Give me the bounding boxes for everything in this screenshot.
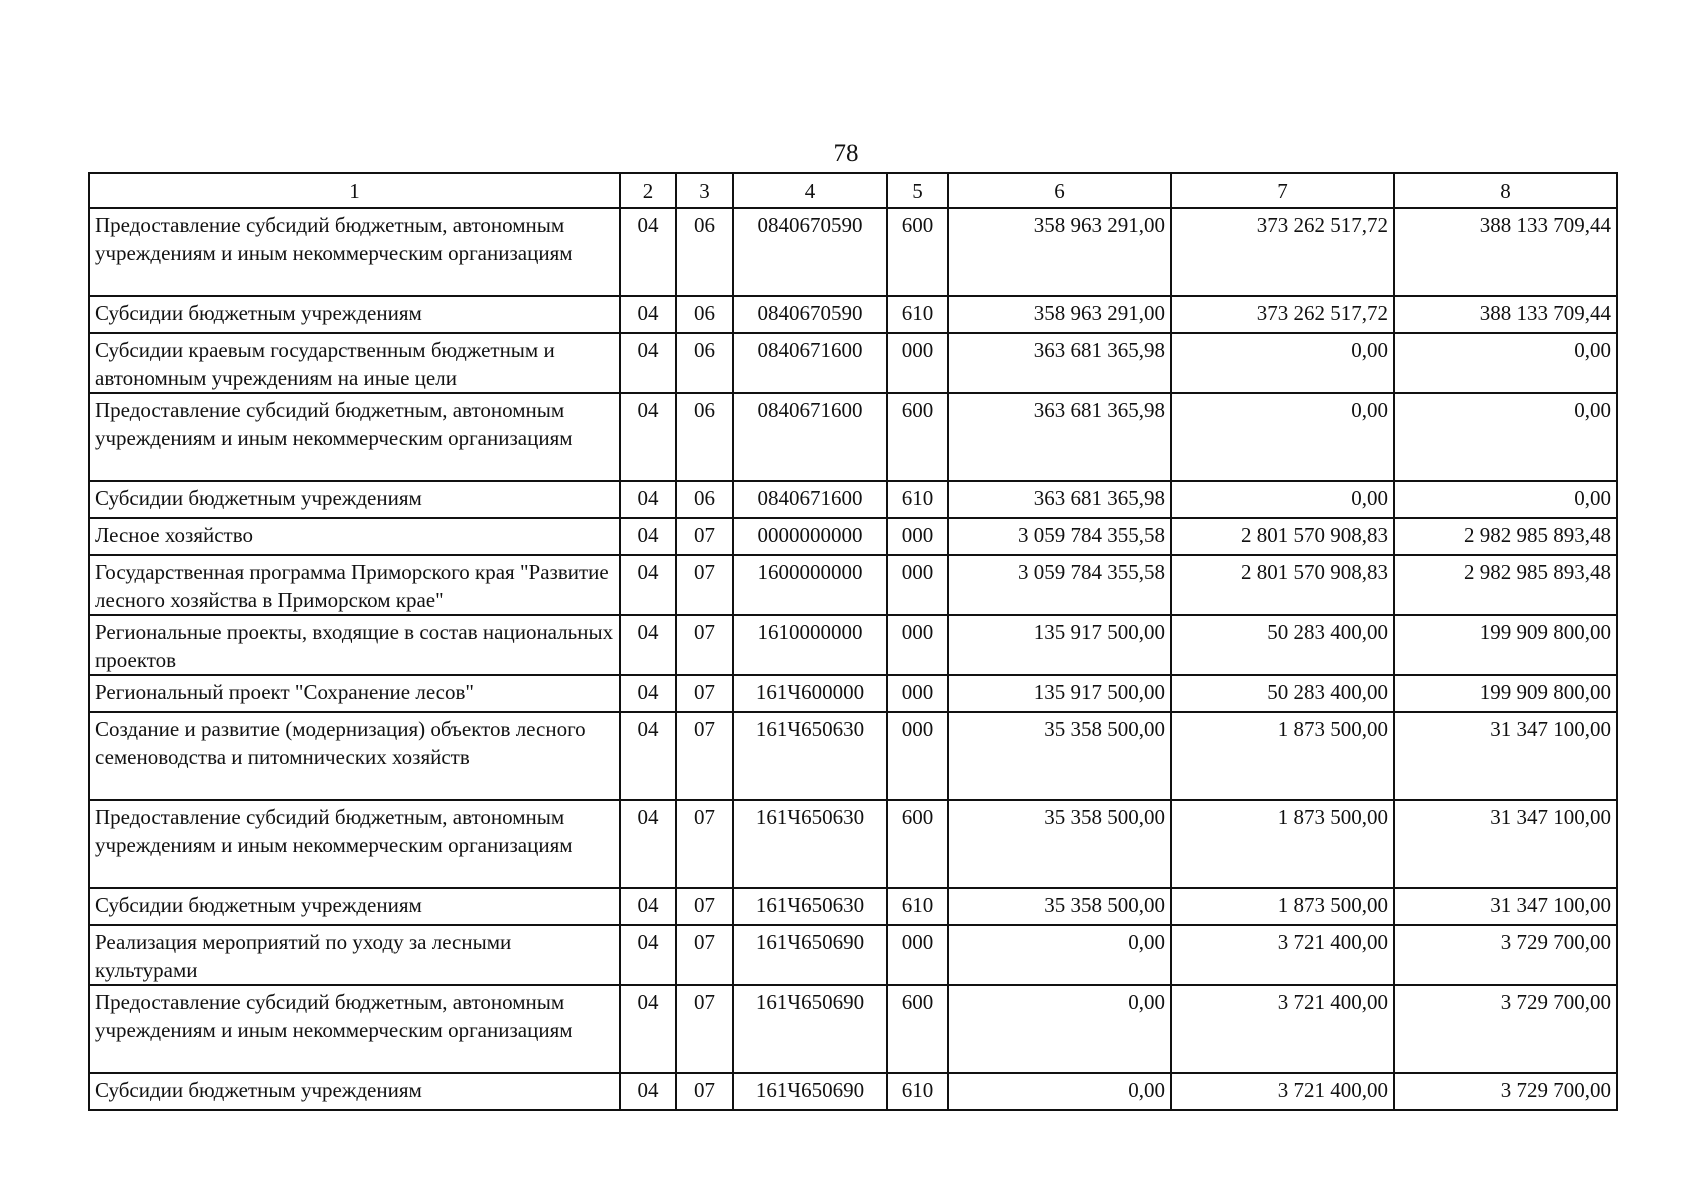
row-expense-type: 600 bbox=[887, 800, 948, 888]
row-target-code: 161Ч600000 bbox=[733, 675, 887, 712]
row-expense-type: 610 bbox=[887, 481, 948, 518]
row-amount-7: 3 721 400,00 bbox=[1171, 1073, 1394, 1110]
row-expense-type: 610 bbox=[887, 296, 948, 333]
row-amount-8: 199 909 800,00 bbox=[1394, 615, 1617, 675]
row-amount-6: 35 358 500,00 bbox=[948, 888, 1171, 925]
row-section: 04 bbox=[620, 925, 676, 985]
row-expense-type: 000 bbox=[887, 925, 948, 985]
row-section: 04 bbox=[620, 675, 676, 712]
row-amount-8: 2 982 985 893,48 bbox=[1394, 555, 1617, 615]
row-expense-type: 000 bbox=[887, 333, 948, 393]
row-section: 04 bbox=[620, 393, 676, 481]
row-amount-7: 2 801 570 908,83 bbox=[1171, 518, 1394, 555]
row-amount-6: 0,00 bbox=[948, 985, 1171, 1073]
row-name: Региональные проекты, входящие в состав национальных проектов bbox=[89, 615, 620, 675]
row-amount-7: 0,00 bbox=[1171, 393, 1394, 481]
row-name: Субсидии бюджетным учреждениям bbox=[89, 1073, 620, 1110]
row-name: Создание и развитие (модернизация) объектов лесного семеноводства и питомнических хозяйств bbox=[89, 712, 620, 800]
row-amount-7: 0,00 bbox=[1171, 481, 1394, 518]
row-amount-6: 363 681 365,98 bbox=[948, 333, 1171, 393]
row-amount-7: 3 721 400,00 bbox=[1171, 985, 1394, 1073]
row-section: 04 bbox=[620, 208, 676, 296]
row-name: Государственная программа Приморского края "Развитие лесного хозяйства в Приморском крае" bbox=[89, 555, 620, 615]
row-name: Региональный проект "Сохранение лесов" bbox=[89, 675, 620, 712]
row-subsection: 07 bbox=[676, 615, 733, 675]
row-expense-type: 000 bbox=[887, 712, 948, 800]
row-amount-8: 0,00 bbox=[1394, 333, 1617, 393]
table-row bbox=[89, 555, 1617, 615]
row-amount-7: 1 873 500,00 bbox=[1171, 800, 1394, 888]
row-section: 04 bbox=[620, 888, 676, 925]
row-amount-6: 135 917 500,00 bbox=[948, 675, 1171, 712]
row-name: Предоставление субсидий бюджетным, автономным учреждениям и иным некоммерческим организациям bbox=[89, 208, 620, 296]
row-amount-8: 199 909 800,00 bbox=[1394, 675, 1617, 712]
row-name: Предоставление субсидий бюджетным, автономным учреждениям и иным некоммерческим организациям bbox=[89, 985, 620, 1073]
table-row bbox=[89, 985, 1617, 1073]
row-subsection: 06 bbox=[676, 481, 733, 518]
row-expense-type: 600 bbox=[887, 985, 948, 1073]
row-amount-8: 3 729 700,00 bbox=[1394, 1073, 1617, 1110]
row-target-code: 161Ч650630 bbox=[733, 800, 887, 888]
row-amount-8: 2 982 985 893,48 bbox=[1394, 518, 1617, 555]
row-target-code: 0840671600 bbox=[733, 481, 887, 518]
row-amount-6: 358 963 291,00 bbox=[948, 208, 1171, 296]
row-amount-6: 363 681 365,98 bbox=[948, 393, 1171, 481]
table-row bbox=[89, 296, 1617, 333]
row-amount-8: 3 729 700,00 bbox=[1394, 985, 1617, 1073]
row-amount-7: 50 283 400,00 bbox=[1171, 615, 1394, 675]
row-amount-6: 35 358 500,00 bbox=[948, 800, 1171, 888]
row-expense-type: 600 bbox=[887, 208, 948, 296]
row-target-code: 161Ч650630 bbox=[733, 712, 887, 800]
row-section: 04 bbox=[620, 985, 676, 1073]
row-name: Предоставление субсидий бюджетным, автономным учреждениям и иным некоммерческим организациям bbox=[89, 393, 620, 481]
row-name: Субсидии краевым государственным бюджетным и автономным учреждениям на иные цели bbox=[89, 333, 620, 393]
row-amount-7: 0,00 bbox=[1171, 333, 1394, 393]
row-subsection: 06 bbox=[676, 393, 733, 481]
table-row bbox=[89, 712, 1617, 800]
row-section: 04 bbox=[620, 555, 676, 615]
row-section: 04 bbox=[620, 1073, 676, 1110]
row-amount-6: 363 681 365,98 bbox=[948, 481, 1171, 518]
row-amount-6: 3 059 784 355,58 bbox=[948, 555, 1171, 615]
row-amount-7: 1 873 500,00 bbox=[1171, 888, 1394, 925]
table-row bbox=[89, 1073, 1617, 1110]
row-amount-8: 388 133 709,44 bbox=[1394, 208, 1617, 296]
row-subsection: 07 bbox=[676, 925, 733, 985]
row-target-code: 161Ч650690 bbox=[733, 1073, 887, 1110]
row-amount-8: 0,00 bbox=[1394, 481, 1617, 518]
column-header-7: 7 bbox=[1171, 173, 1394, 208]
row-amount-6: 135 917 500,00 bbox=[948, 615, 1171, 675]
row-subsection: 07 bbox=[676, 712, 733, 800]
row-target-code: 0840671600 bbox=[733, 333, 887, 393]
row-name: Реализация мероприятий по уходу за лесными культурами bbox=[89, 925, 620, 985]
row-name: Субсидии бюджетным учреждениям bbox=[89, 296, 620, 333]
row-subsection: 07 bbox=[676, 555, 733, 615]
table-row bbox=[89, 481, 1617, 518]
row-expense-type: 000 bbox=[887, 518, 948, 555]
row-subsection: 07 bbox=[676, 675, 733, 712]
row-expense-type: 000 bbox=[887, 615, 948, 675]
column-header-8: 8 bbox=[1394, 173, 1617, 208]
row-subsection: 07 bbox=[676, 985, 733, 1073]
table-row bbox=[89, 333, 1617, 393]
table-row bbox=[89, 925, 1617, 985]
row-amount-6: 358 963 291,00 bbox=[948, 296, 1171, 333]
row-amount-7: 50 283 400,00 bbox=[1171, 675, 1394, 712]
row-amount-7: 373 262 517,72 bbox=[1171, 208, 1394, 296]
table-row bbox=[89, 800, 1617, 888]
table-row bbox=[89, 393, 1617, 481]
row-amount-8: 3 729 700,00 bbox=[1394, 925, 1617, 985]
row-target-code: 0840670590 bbox=[733, 296, 887, 333]
row-section: 04 bbox=[620, 615, 676, 675]
row-amount-7: 2 801 570 908,83 bbox=[1171, 555, 1394, 615]
column-header-1: 1 bbox=[89, 173, 620, 208]
row-amount-6: 0,00 bbox=[948, 925, 1171, 985]
row-amount-8: 31 347 100,00 bbox=[1394, 712, 1617, 800]
row-subsection: 07 bbox=[676, 1073, 733, 1110]
row-amount-7: 373 262 517,72 bbox=[1171, 296, 1394, 333]
row-section: 04 bbox=[620, 712, 676, 800]
row-subsection: 07 bbox=[676, 800, 733, 888]
row-target-code: 161Ч650630 bbox=[733, 888, 887, 925]
table-row bbox=[89, 518, 1617, 555]
row-amount-6: 0,00 bbox=[948, 1073, 1171, 1110]
table-row bbox=[89, 675, 1617, 712]
column-header-6: 6 bbox=[948, 173, 1171, 208]
row-target-code: 0840670590 bbox=[733, 208, 887, 296]
row-subsection: 07 bbox=[676, 888, 733, 925]
column-header-4: 4 bbox=[733, 173, 887, 208]
row-name: Субсидии бюджетным учреждениям bbox=[89, 481, 620, 518]
row-amount-8: 0,00 bbox=[1394, 393, 1617, 481]
column-header-2: 2 bbox=[620, 173, 676, 208]
row-amount-7: 3 721 400,00 bbox=[1171, 925, 1394, 985]
row-amount-7: 1 873 500,00 bbox=[1171, 712, 1394, 800]
row-amount-8: 388 133 709,44 bbox=[1394, 296, 1617, 333]
page-number: 78 bbox=[833, 140, 859, 167]
row-section: 04 bbox=[620, 296, 676, 333]
row-amount-6: 3 059 784 355,58 bbox=[948, 518, 1171, 555]
row-expense-type: 600 bbox=[887, 393, 948, 481]
row-section: 04 bbox=[620, 481, 676, 518]
row-amount-6: 35 358 500,00 bbox=[948, 712, 1171, 800]
row-amount-8: 31 347 100,00 bbox=[1394, 888, 1617, 925]
row-expense-type: 000 bbox=[887, 555, 948, 615]
budget-table bbox=[88, 172, 1618, 1111]
row-target-code: 161Ч650690 bbox=[733, 925, 887, 985]
table-row bbox=[89, 888, 1617, 925]
row-subsection: 06 bbox=[676, 333, 733, 393]
row-target-code: 0840671600 bbox=[733, 393, 887, 481]
column-header-3: 3 bbox=[676, 173, 733, 208]
row-section: 04 bbox=[620, 333, 676, 393]
row-subsection: 06 bbox=[676, 296, 733, 333]
row-subsection: 06 bbox=[676, 208, 733, 296]
row-section: 04 bbox=[620, 800, 676, 888]
row-name: Лесное хозяйство bbox=[89, 518, 620, 555]
header-row bbox=[89, 173, 1617, 208]
row-target-code: 0000000000 bbox=[733, 518, 887, 555]
row-expense-type: 610 bbox=[887, 1073, 948, 1110]
row-amount-8: 31 347 100,00 bbox=[1394, 800, 1617, 888]
row-name: Субсидии бюджетным учреждениям bbox=[89, 888, 620, 925]
row-target-code: 1600000000 bbox=[733, 555, 887, 615]
row-section: 04 bbox=[620, 518, 676, 555]
table-row bbox=[89, 208, 1617, 296]
row-target-code: 161Ч650690 bbox=[733, 985, 887, 1073]
row-expense-type: 000 bbox=[887, 675, 948, 712]
table-row bbox=[89, 615, 1617, 675]
row-target-code: 1610000000 bbox=[733, 615, 887, 675]
row-name: Предоставление субсидий бюджетным, автономным учреждениям и иным некоммерческим организациям bbox=[89, 800, 620, 888]
column-header-5: 5 bbox=[887, 173, 948, 208]
row-expense-type: 610 bbox=[887, 888, 948, 925]
row-subsection: 07 bbox=[676, 518, 733, 555]
